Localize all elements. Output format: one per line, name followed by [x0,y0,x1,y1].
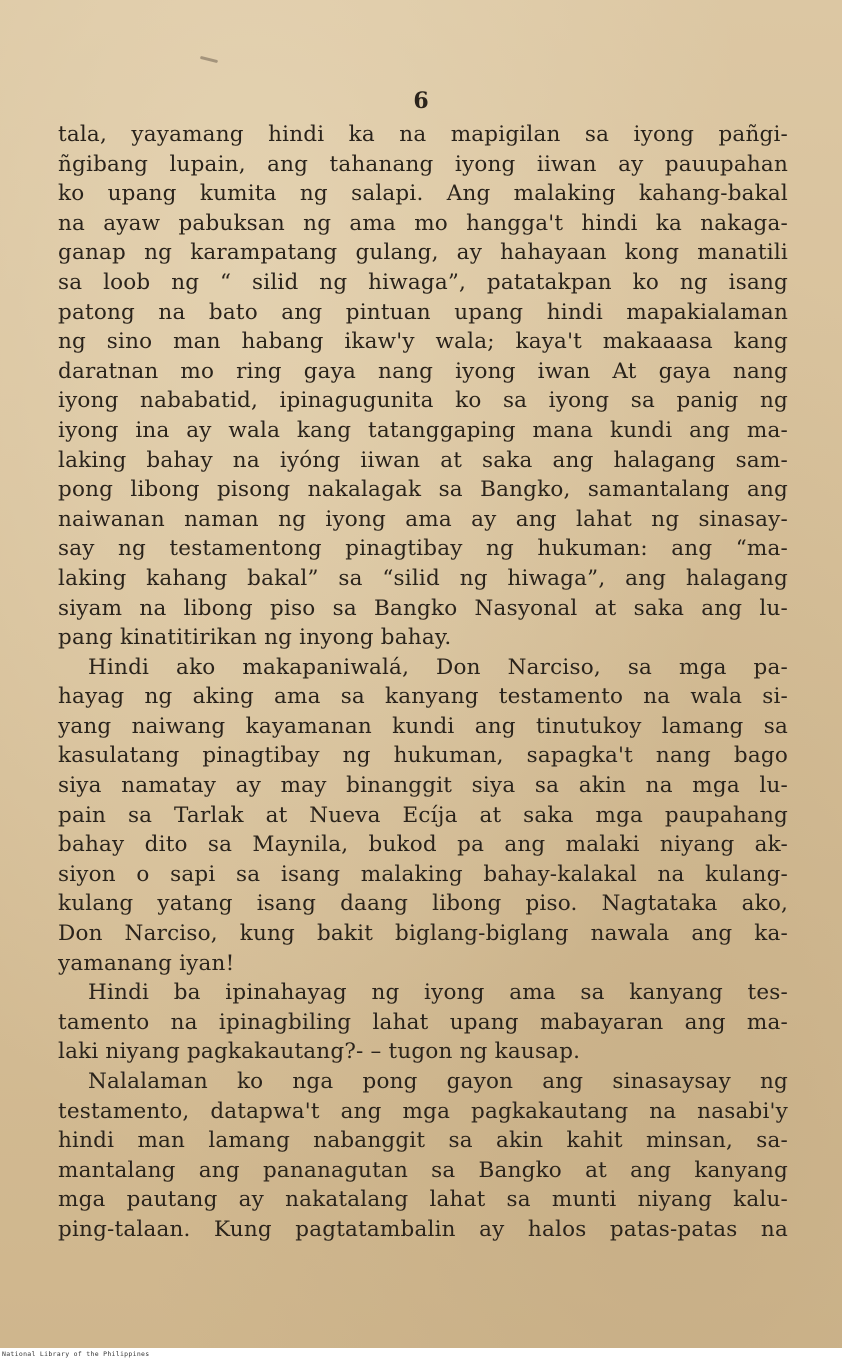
text-line: sa loob ng “ silid ng hiwaga”, patatakpan ko ng isang [58,269,788,295]
text-line: mga pautang ay nakatalang lahat sa munti niyang kalu- [58,1187,788,1213]
paragraph-end-line: yamanang iyan! [58,950,235,976]
text-line: say ng testamentong pinagtibay ng hukuman: ang “ma- [58,536,788,562]
paper-speck [200,56,218,63]
text-line: daratnan mo ring gaya nang iyong iwan At gaya nang [58,358,788,384]
paragraph-end-line: laki niyang pagkakautang?- – tugon ng kausap. [58,1039,581,1065]
text-line: laking bahay na iyóng iiwan at saka ang halagang sam- [58,447,788,473]
text-line: ping-talaan. Kung pagtatambalin ay halos patas-patas na [58,1216,788,1242]
text-line: ganap ng karampatang gulang, ay hahayaan kong manatili [58,240,788,266]
text-line: kulang yatang isang daang libong piso. Nagtataka ako, [58,891,788,917]
text-line: iyong ina ay wala kang tatanggaping mana kundi ang ma- [58,417,788,443]
text-line: patong na bato ang pintuan upang hindi mapakialaman [58,299,788,325]
text-line: pong libong pisong nakalagak sa Bangko, samantalang ang [58,477,788,503]
text-line: yang naiwang kayamanan kundi ang tinutukoy lamang sa [58,713,788,739]
text-line: Don Narciso, kung bakit biglang-biglang nawala ang ka- [58,921,788,947]
text-line: iyong nababatid, ipinagugunita ko sa iyong sa panig ng [58,388,788,414]
text-line: hindi man lamang nabanggit sa akin kahit minsan, sa- [58,1128,788,1154]
text-line: testamento, datapwa't ang mga pagkakautang na nasabi'y [58,1098,788,1124]
text-line: naiwanan naman ng iyong ama ay ang lahat ng sinasay- [58,506,788,532]
text-line: hayag ng aking ama sa kanyang testamento na wala si- [58,684,788,710]
paragraph-end-line: pang kinatitirikan ng inyong bahay. [58,625,452,651]
text-line: siyon o sapi sa isang malaking bahay-kalakal na kulang- [58,861,788,887]
body-text [58,120,788,1245]
text-line: laking kahang bakal” sa “silid ng hiwaga”, ang halagang [58,565,788,591]
text-line: ng sino man habang ikaw'y wala; kaya't makaaasa kang [58,329,788,355]
paragraph-start-line: Hindi ako makapaniwalá, Don Narciso, sa mga pa- [88,654,788,680]
paragraph-start-line: Hindi ba ipinahayag ng iyong ama sa kanyang tes- [88,980,788,1006]
text-line: siya namatay ay may binanggit siya sa akin na mga lu- [58,773,788,799]
text-line: ko upang kumita ng salapi. Ang malaking kahang-bakal [58,181,788,207]
page-number: 6 [413,88,429,114]
text-line: tala, yayamang hindi ka na mapigilan sa iyong pañgi- [58,122,788,147]
text-line: kasulatang pinagtibay ng hukuman, sapagka't nang bago [58,743,788,769]
text-line: ñgibang lupain, ang tahanang iyong iiwan ay pauupahan [58,151,788,177]
paragraph-start-line: Nalalaman ko nga pong gayon ang sinasaysay ng [88,1069,788,1094]
text-line: siyam na libong piso sa Bangko Nasyonal at saka ang lu- [58,595,788,621]
text-line: tamento na ipinagbiling lahat upang mabayaran ang ma- [58,1009,788,1035]
text-line: bahay dito sa Maynila, bukod pa ang malaki niyang ak- [58,832,788,858]
text-line: na ayaw pabuksan ng ama mo hangga't hindi ka nakaga- [58,210,788,236]
library-credit: National Library of the Philippines [2,1350,150,1358]
text-line: mantalang ang pananagutan sa Bangko at ang kanyang [58,1157,788,1183]
text-line: pain sa Tarlak at Nueva Ecíja at saka mga paupahang [58,802,788,828]
